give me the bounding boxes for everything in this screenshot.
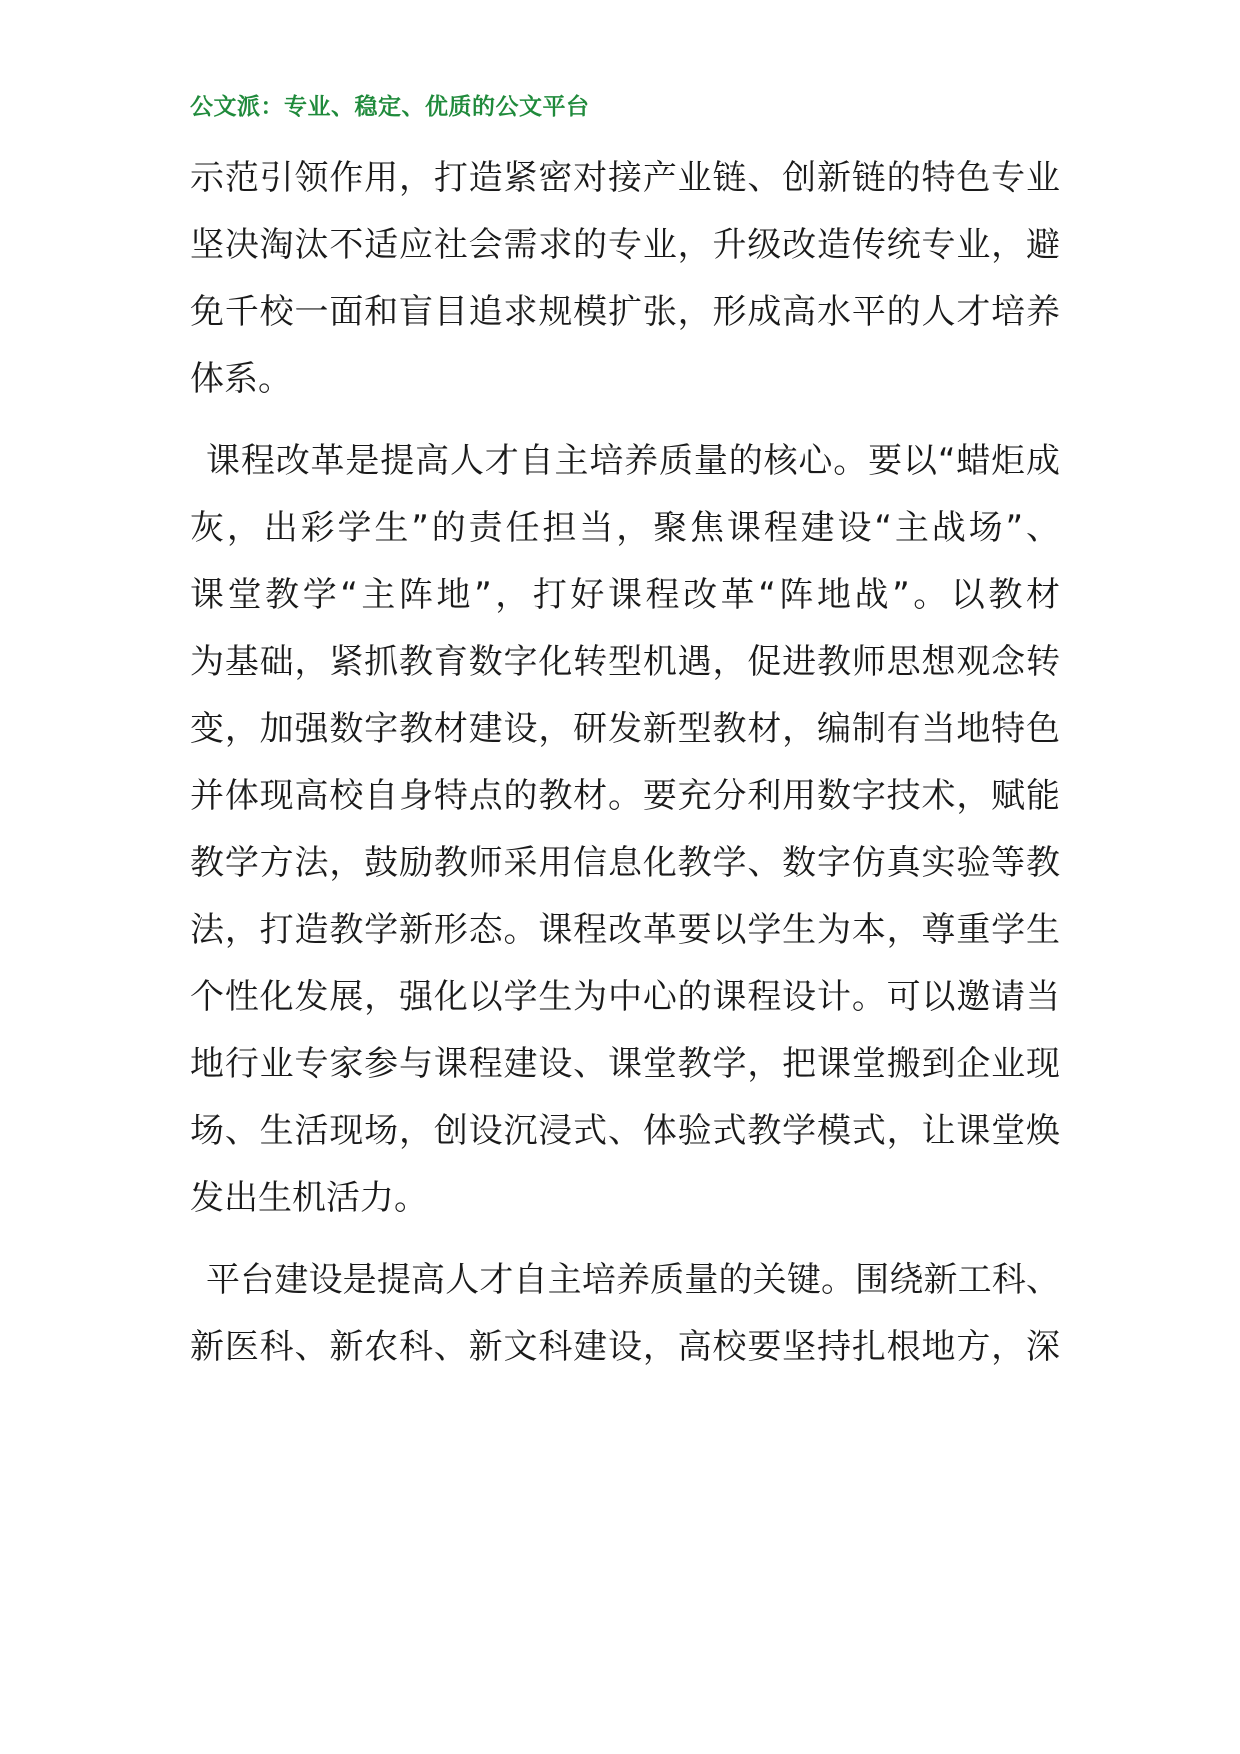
- text-line: 新医科、新农科、新文科建设，高校要坚持扎根地方，深: [190, 1327, 1060, 1367]
- text-line: 坚决淘汰不适应社会需求的专业，升级改造传统专业，避: [190, 225, 1060, 265]
- page-header: 公文派：专业、稳定、优质的公文平台: [190, 94, 590, 120]
- text-line: 体系。: [190, 359, 292, 399]
- text-line: 示范引领作用，打造紧密对接产业链、创新链的特色专业: [190, 158, 1060, 198]
- text-line: 免千校一面和盲目追求规模扩张，形成高水平的人才培养: [190, 292, 1060, 332]
- text-line: 地行业专家参与课程建设、课堂教学，把课堂搬到企业现: [190, 1044, 1060, 1084]
- text-line: 法，打造教学新形态。课程改革要以学生为本，尊重学生: [190, 910, 1060, 950]
- text-line: 平台建设是提高人才自主培养质量的关键。围绕新工科、: [206, 1260, 1060, 1300]
- text-line: 场、生活现场，创设沉浸式、体验式教学模式，让课堂焕: [190, 1111, 1060, 1151]
- text-line: 并体现高校自身特点的教材。要充分利用数字技术，赋能: [190, 776, 1060, 816]
- text-line: 课程改革是提高人才自主培养质量的核心。要以“蜡炬成: [206, 441, 1060, 481]
- text-line: 课堂教学“主阵地”，打好课程改革“阵地战”。以教材: [190, 575, 1060, 615]
- text-line: 发出生机活力。: [190, 1178, 428, 1218]
- text-line: 为基础，紧抓教育数字化转型机遇，促进教师思想观念转: [190, 642, 1060, 682]
- text-line: 灰，出彩学生”的责任担当，聚焦课程建设“主战场”、: [190, 508, 1060, 548]
- text-line: 个性化发展，强化以学生为中心的课程设计。可以邀请当: [190, 977, 1060, 1017]
- text-line: 教学方法，鼓励教师采用信息化教学、数字仿真实验等教: [190, 843, 1060, 883]
- text-line: 变，加强数字教材建设，研发新型教材，编制有当地特色: [190, 709, 1060, 749]
